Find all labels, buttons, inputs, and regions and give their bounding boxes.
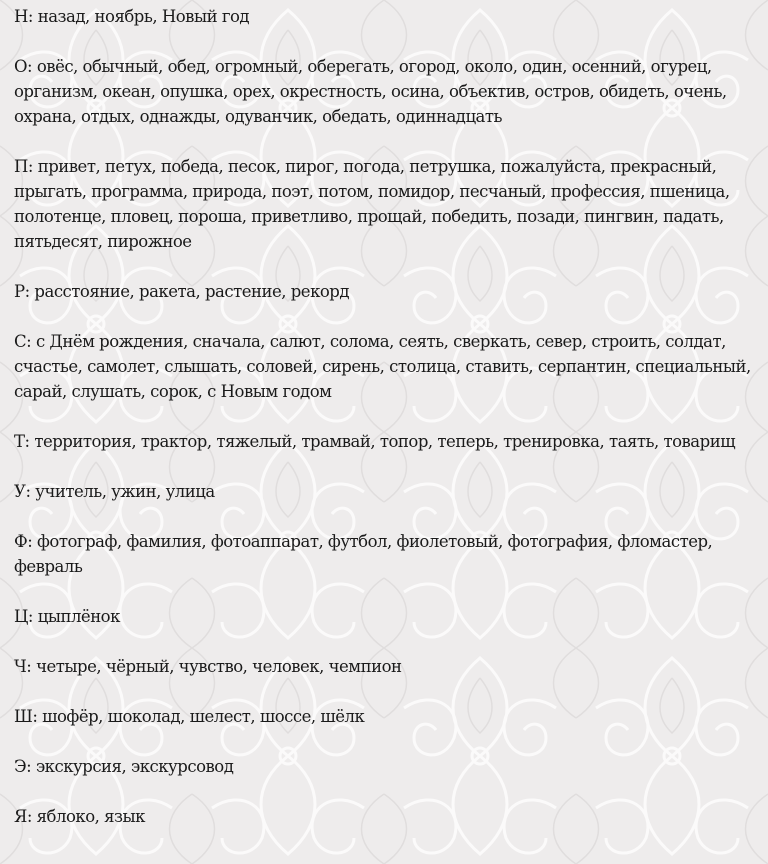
entry-words: территория, трактор, тяжелый, трамвай, топор, теперь, тренировка, таять, товарищ bbox=[34, 432, 736, 451]
entry-letter: П bbox=[14, 157, 28, 176]
entry-letter: Э bbox=[14, 757, 27, 776]
entry-words: назад, ноябрь, Новый год bbox=[37, 7, 250, 26]
entry-letter: Т bbox=[14, 432, 25, 451]
entry-r: Р: расстояние, ракета, растение, рекорд bbox=[14, 282, 350, 301]
entry-letter: Ч bbox=[14, 657, 27, 676]
entry-s: С: с Днём рождения, сначала, салют, солома, сеять, сверкать, север, строить, солдат, счастье, самолет, слышать, соловей, сирень, столица, ставить, серпантин, специальный, сарай, слушать, сорок, с Новым годом bbox=[14, 332, 751, 401]
entry-letter: У bbox=[14, 482, 26, 501]
entry-words: цыплёнок bbox=[37, 607, 120, 626]
entry-letter: О bbox=[14, 57, 28, 76]
entry-p: П: привет, петух, победа, песок, пирог, погода, петрушка, пожалуйста, прекрасный, прыгать, программа, природа, поэт, потом, помидор, песчаный, профессия, пшеница, полотенце, пловец, пороша, приветливо, прощай, победить, позади, пингвин, падать, пятьдесят, пирожное bbox=[14, 157, 730, 251]
entry-words: расстояние, ракета, растение, рекорд bbox=[34, 282, 350, 301]
entry-words: экскурсия, экскурсовод bbox=[35, 757, 234, 776]
entry-words: яблоко, язык bbox=[36, 807, 145, 826]
entry-ts: Ц: цыплёнок bbox=[14, 607, 120, 626]
entry-letter: Я bbox=[14, 807, 27, 826]
entry-ya: Я: яблоко, язык bbox=[14, 807, 145, 826]
entry-n: Н: назад, ноябрь, Новый год bbox=[14, 7, 250, 26]
entry-words: овёс, обычный, обед, огромный, оберегать, огород, около, один, осенний, огурец, организм, океан, опушка, орех, окрестность, осина, объектив, остров, обидеть, очень, охрана, отдых, однажды, одуванчик, обедать, одиннадцать bbox=[14, 57, 727, 126]
entry-letter: С bbox=[14, 332, 27, 351]
entry-ch: Ч: четыре, чёрный, чувство, человек, чемпион bbox=[14, 657, 402, 676]
entry-words: фотограф, фамилия, фотоаппарат, футбол, фиолетовый, фотография, фломастер, февраль bbox=[14, 532, 713, 576]
entry-words: шофёр, шоколад, шелест, шоссе, шёлк bbox=[42, 707, 365, 726]
entry-o: О: овёс, обычный, обед, огромный, оберегать, огород, около, один, осенний, огурец, организм, океан, опушка, орех, окрестность, осина, объектив, остров, обидеть, очень, охрана, отдых, однажды, одуванчик, обедать, одиннадцать bbox=[14, 57, 727, 126]
entry-words: учитель, ужин, улица bbox=[35, 482, 215, 501]
entry-letter: Р bbox=[14, 282, 25, 301]
entry-sh: Ш: шофёр, шоколад, шелест, шоссе, шёлк bbox=[14, 707, 365, 726]
entry-letter: Ц bbox=[14, 607, 28, 626]
entry-words: четыре, чёрный, чувство, человек, чемпион bbox=[36, 657, 402, 676]
entry-e: Э: экскурсия, экскурсовод bbox=[14, 757, 234, 776]
entry-words: привет, петух, победа, песок, пирог, погода, петрушка, пожалуйста, прекрасный, прыгать, программа, природа, поэт, потом, помидор, песчаный, профессия, пшеница, полотенце, пловец, пороша, приветливо, прощай, победить, позади, пингвин, падать, пятьдесят, пирожное bbox=[14, 157, 730, 251]
entry-u: У: учитель, ужин, улица bbox=[14, 482, 215, 501]
entry-f: Ф: фотограф, фамилия, фотоаппарат, футбол, фиолетовый, фотография, фломастер, февраль bbox=[14, 532, 713, 576]
entry-letter: Ш bbox=[14, 707, 33, 726]
entry-letter: Ф bbox=[14, 532, 28, 551]
entry-t: Т: территория, трактор, тяжелый, трамвай, топор, теперь, тренировка, таять, товарищ bbox=[14, 432, 736, 451]
entry-words: с Днём рождения, сначала, салют, солома, сеять, сверкать, север, строить, солдат, счастье, самолет, слышать, соловей, сирень, столица, ставить, серпантин, специальный, сарай, слушать, сорок, с Новым годом bbox=[14, 332, 751, 401]
entry-letter: Н bbox=[14, 7, 28, 26]
